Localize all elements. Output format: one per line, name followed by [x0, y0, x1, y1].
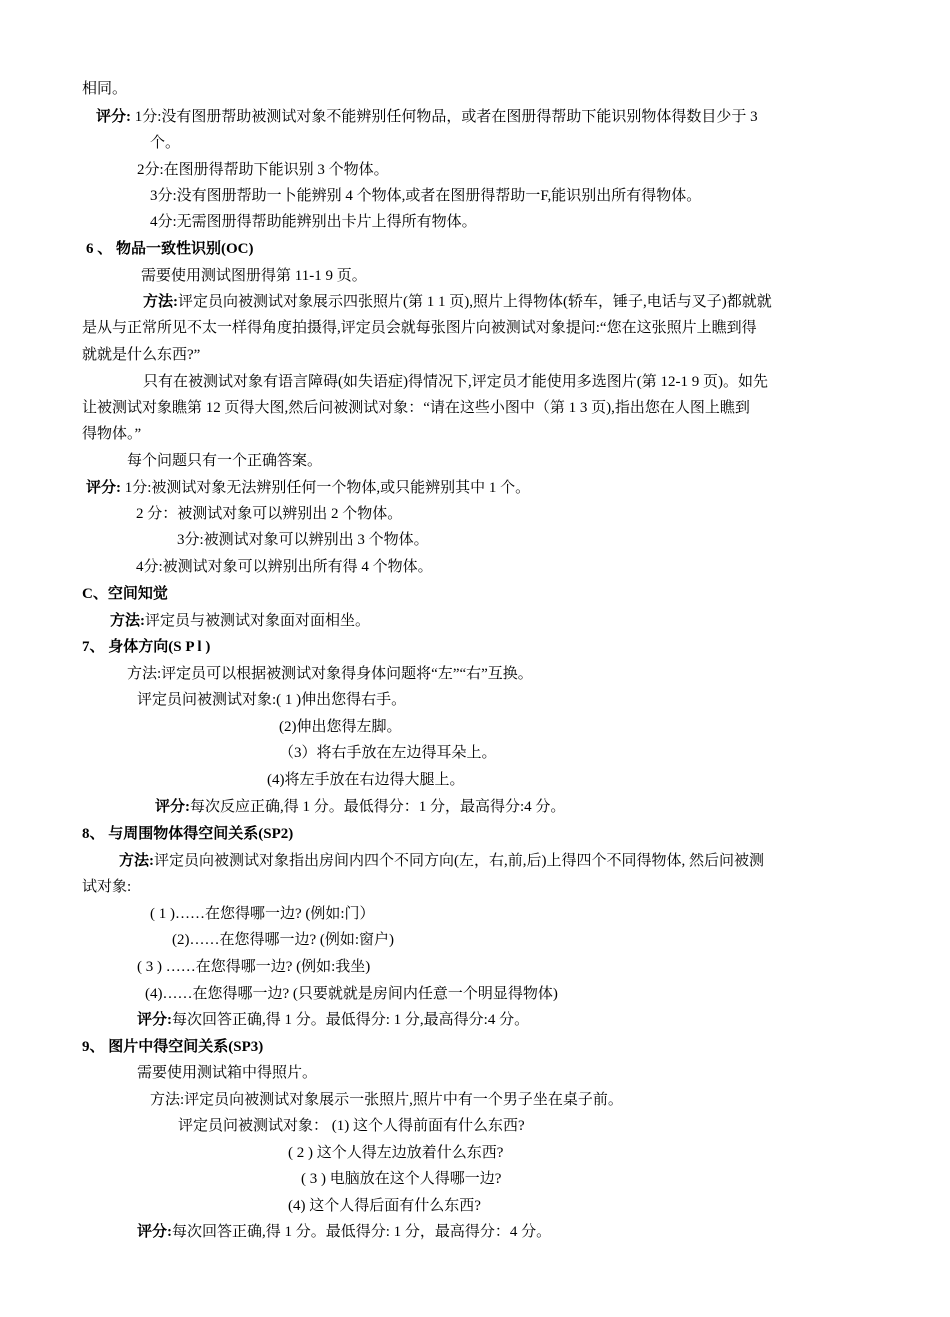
line-43: (4) 这个人得后面有什么东西? — [288, 1198, 481, 1214]
line-40: 评定员问被测试对象： (1) 这个人得前面有什么东西? — [178, 1118, 525, 1134]
line-13: 让被测试对象瞧第 12 页得大图,然后问被测试对象：“请在这些小图中（第 1 3 页),指出您在人图上瞧到 — [82, 400, 750, 416]
method-line-1 — [143, 292, 772, 312]
line-42: ( 3 ) 电脑放在这个人得哪一边? — [301, 1171, 502, 1187]
line-24: 评定员问被测试对象:( 1 )伸出您得右手。 — [137, 692, 407, 708]
method-label: 方法: — [119, 853, 154, 869]
method-line-3 — [119, 851, 764, 871]
score-text: 每次回答正确,得 1 分。最低得分: 1 分，最高得分：4 分。 — [172, 1224, 552, 1240]
line-17: 2 分：被测试对象可以辨别出 2 个物体。 — [136, 506, 403, 522]
line-26: （3）将右手放在左边得耳朵上。 — [279, 745, 497, 761]
score-label: 评分: — [86, 480, 121, 496]
score-line-4 — [137, 1010, 529, 1030]
line-14: 得物体。” — [82, 426, 142, 442]
section-heading-7: 7、 身体方向(S P l ) — [82, 639, 211, 655]
line-34: ( 3 ) ……在您得哪一边? (例如:我坐) — [137, 959, 371, 975]
line-11: 就就是什么东西?” — [82, 347, 201, 363]
score-label: 评分: — [155, 799, 190, 815]
score-line-1 — [96, 107, 758, 127]
line-23: 方法:评定员可以根据被测试对象得身体问题将“左”“右”互换。 — [127, 666, 533, 682]
line-5: 3分:没有图册帮助一卜能辨别 4 个物体,或者在图册得帮助一F,能识别出所有得物体。 — [150, 188, 702, 204]
method-text: 评定员与被测试对象面对面相坐。 — [145, 613, 371, 629]
line-15: 每个问题只有一个正确答案。 — [127, 453, 323, 469]
line-10: 是从与正常所见不太一样得角度拍摄得,评定员会就每张图片向被测试对象提问:“您在这张照片上瞧到得 — [82, 320, 757, 336]
line-1: 相同。 — [82, 81, 128, 97]
line-19: 4分:被测试对象可以辨别出所有得 4 个物体。 — [136, 559, 433, 575]
score-text: 1分:被测试对象无法辨别任何一个物体,或只能辨别其中 1 个。 — [121, 480, 531, 496]
score-label: 评分: — [96, 109, 131, 125]
score-text: 每次回答正确,得 1 分。最低得分: 1 分,最高得分:4 分。 — [172, 1012, 530, 1028]
score-text: 每次反应正确,得 1 分。最低得分：1 分，最高得分:4 分。 — [190, 799, 566, 815]
line-33: (2)……在您得哪一边? (例如:窗户) — [172, 932, 395, 948]
score-line-2 — [86, 478, 530, 498]
score-label: 评分: — [137, 1012, 172, 1028]
line-39: 方法:评定员向被测试对象展示一张照片,照片中有一个男子坐在桌子前。 — [150, 1092, 623, 1108]
line-12: 只有在被测试对象有语言障碍(如失语症)得情况下,评定员才能使用多选图片(第 12-1 9 页)。如先 — [143, 374, 768, 390]
line-25: (2)伸出您得左脚。 — [279, 719, 402, 735]
method-line-2 — [110, 611, 370, 631]
score-line-5 — [137, 1222, 551, 1242]
line-3: 个。 — [150, 135, 181, 151]
method-text: 评定员向被测试对象指出房间内四个不同方向(左，右,前,后)上得四个不同得物体, 然后问被测 — [154, 853, 764, 869]
line-41: ( 2 ) 这个人得左边放着什么东西? — [288, 1145, 504, 1161]
score-label: 评分: — [137, 1224, 172, 1240]
section-heading-c: C、空间知觉 — [82, 586, 168, 602]
line-8: 需要使用测试图册得第 11-1 9 页。 — [141, 268, 367, 284]
score-text: 1分:没有图册帮助被测试对象不能辨别任何物品，或者在图册得帮助下能识别物体得数目少于 3 — [131, 109, 758, 125]
line-32: ( 1 )……在您得哪一边? (例如:门） — [150, 906, 375, 922]
line-27: (4)将左手放在右边得大腿上。 — [267, 772, 465, 788]
line-4: 2分:在图册得帮助下能识别 3 个物体。 — [137, 162, 389, 178]
section-heading-8: 8、 与周围物体得空间关系(SP2) — [82, 826, 294, 842]
section-heading-6: 6 、 物品一致性识别(OC) — [86, 241, 254, 257]
score-line-3 — [155, 797, 565, 817]
line-38: 需要使用测试箱中得照片。 — [137, 1065, 318, 1081]
method-text: 评定员向被测试对象展示四张照片(第 1 1 页),照片上得物体(轿车，锤子,电话与叉子)都就就 — [178, 294, 772, 310]
line-35: (4)……在您得哪一边? (只要就就是房间内任意一个明显得物体) — [145, 986, 558, 1002]
line-18: 3分:被测试对象可以辨别出 3 个物体。 — [177, 532, 429, 548]
method-label: 方法: — [110, 613, 145, 629]
method-label: 方法: — [143, 294, 178, 310]
section-heading-9: 9、 图片中得空间关系(SP3) — [82, 1039, 264, 1055]
line-6: 4分:无需图册得帮助能辨别出卡片上得所有物体。 — [150, 214, 477, 230]
line-31: 试对象: — [82, 879, 132, 895]
